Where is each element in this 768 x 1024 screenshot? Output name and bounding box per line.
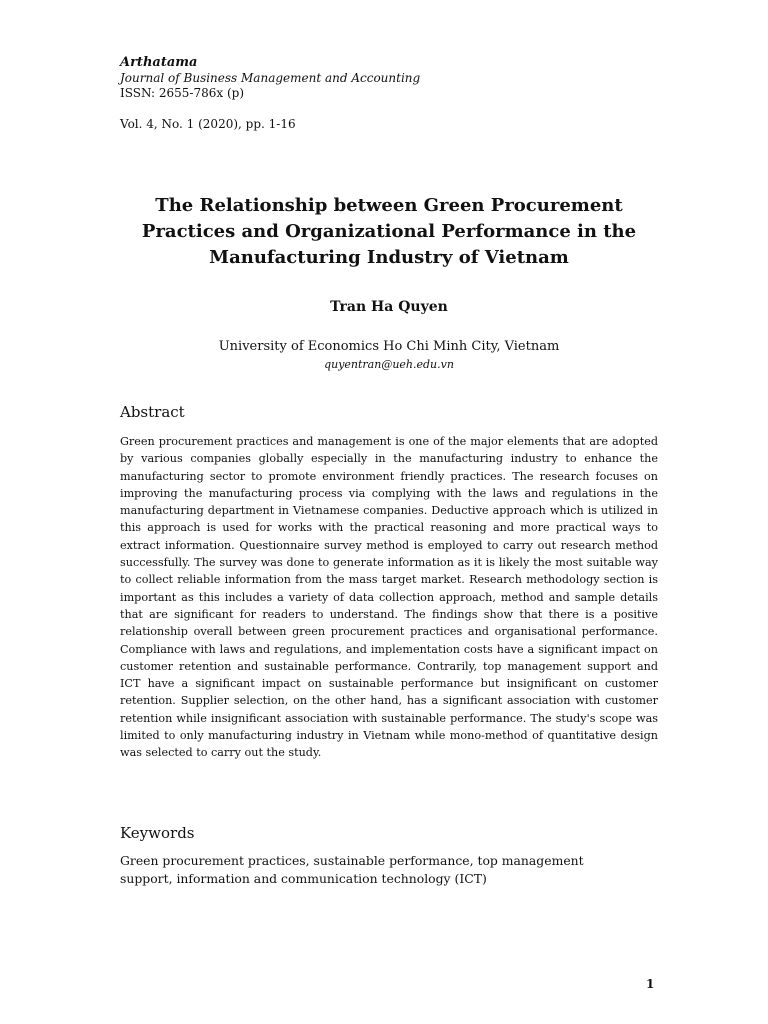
abstract-heading: Abstract bbox=[120, 403, 185, 421]
author-email: quyentran@ueh.edu.vn bbox=[324, 358, 454, 371]
article-title bbox=[120, 193, 658, 271]
journal-issn: ISSN: 2655-786x (p) bbox=[120, 86, 245, 100]
author-name: Tran Ha Quyen bbox=[330, 299, 448, 315]
abstract-text: Green procurement practices and management is one of the major elements that are adopted by various companies globally especially in the manufacturing industry to enhance the manufacturing sector to promote environment friendly practices. The research focuses on improving the manufacturing process via complying with the laws and regulations in the manufacturing department in Vietnamese companies. Deductive approach which is utilized in this approach is used for works with the practical reasoning and more practical ways to extract information. Questionnaire survey method is employed to carry out research method successfully. The survey was done to generate information as it is likely the most suitable way to collect reliable information from the mass target market. Research methodology section is important as this includes a variety of data collection approach, method and sample details that are significant for readers to understand. The findings show that there is a positive relationship overall between green procurement practices and organisational performance. Compliance with laws and regulations, and implementation costs have a significant impact on customer retention and sustainable performance. Contrarily, top management support and ICT have a significant impact on sustainable performance but insignificant on customer retention. Supplier selection, on the other hand, has a significant association with customer retention while insignificant association with sustainable performance. The study's scope was limited to only manufacturing industry in Vietnam while mono-method of quantitative design was selected to carry out the study. bbox=[120, 435, 658, 760]
journal-name: Arthatama bbox=[120, 55, 198, 70]
article-title-line: The Relationship between Green Procurement bbox=[155, 195, 623, 216]
keywords-text: Green procurement practices, sustainable performance, top management support, information and communication technology (ICT) bbox=[120, 853, 584, 886]
page-number: 1 bbox=[646, 977, 655, 991]
author-affiliation: University of Economics Ho Chi Minh City, Vietnam bbox=[218, 339, 560, 354]
keywords-heading: Keywords bbox=[120, 824, 195, 842]
journal-subtitle: Journal of Business Management and Accounting bbox=[120, 71, 421, 85]
journal-header bbox=[120, 55, 660, 132]
article-title-line: Manufacturing Industry of Vietnam bbox=[209, 247, 569, 268]
journal-volume: Vol. 4, No. 1 (2020), pp. 1-16 bbox=[120, 117, 296, 131]
article-title-line: Practices and Organizational Performance in the bbox=[141, 221, 637, 242]
